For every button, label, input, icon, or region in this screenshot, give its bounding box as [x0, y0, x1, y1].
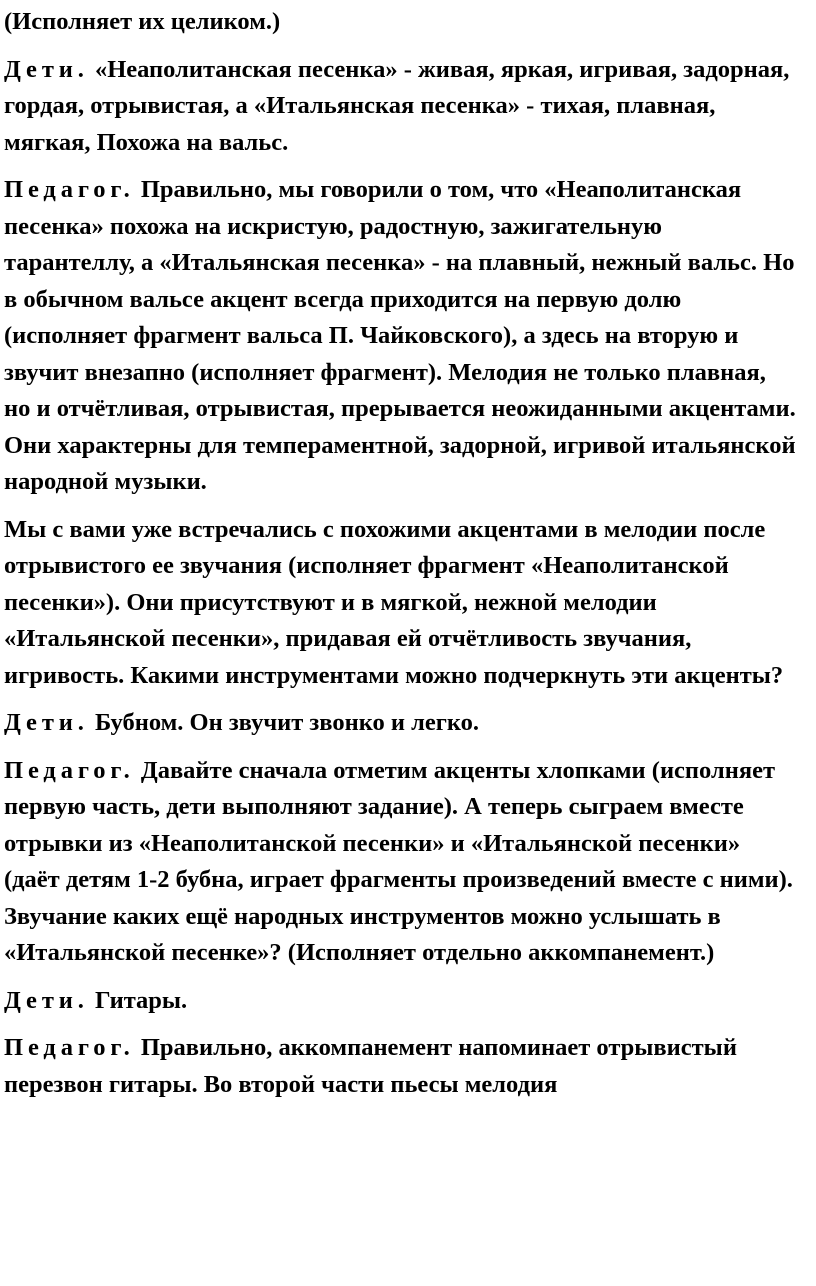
speaker-label: Дети. [4, 55, 89, 83]
speaker-label: Педагог. [4, 756, 135, 784]
paragraph-text: (Исполняет их целиком.) [4, 8, 281, 35]
paragraph-3 [4, 172, 796, 501]
paragraph-7 [4, 983, 796, 1020]
paragraph-text: Бубном. Он звучит звонко и легко. [94, 709, 480, 736]
paragraph-text: Правильно, аккомпанемент напоминает отрывистый перезвон гитары. Во второй части пьесы мелодия [4, 1034, 737, 1098]
paragraph-4 [4, 512, 796, 695]
speaker-label: Дети. [4, 986, 89, 1014]
paragraph-2 [4, 52, 796, 162]
paragraph-8 [4, 1030, 796, 1103]
paragraph-6 [4, 753, 796, 972]
paragraph-text: «Неаполитанская песенка» - живая, яркая, игривая, задорная, гордая, отрывистая, а «Итальянская песенка» - тихая, плавная, мягкая, Похожа на вальс. [4, 55, 790, 156]
speaker-label: Педагог. [4, 176, 135, 203]
paragraph-text: Правильно, мы говорили о том, что «Неаполитанская песенка» похожа на искристую, радостную, зажигательную тарантеллу, а «Итальянская песенка» - на плавный, нежный вальс. Но в обычном вальсе акцент всегда приходится на первую долю (исполняет фрагмент вальса П. Чайковского), а здесь на вторую и звучит внезапно (исполняет фрагмент). Мелодия не только плавная, но и отчётливая, отрывистая, прерывается неожиданными акцентами. Они характерны для темпераментной, задорной, игривой итальянской народной музыки. [4, 176, 796, 495]
paragraph-text: Мы с вами уже встречались с похожими акцентами в мелодии после отрывистого ее звучания (исполняет фрагмент «Неаполитанской песенки»). Они присутствуют и в мягкой, нежной мелодии «Итальянской песенки», придавая ей отчётливость звучания, игривость. Какими инструментами можно подчеркнуть эти акценты? [4, 515, 784, 689]
paragraph-text: Давайте сначала отметим акценты хлопками (исполняет первую часть, дети выполняют задание). А теперь сыграем вместе отрывки из «Неаполитанской песенки» и «Итальянской песенки» (даёт детям 1-2 бубна, играет фрагменты произведений вместе с ними). Звучание каких ещё народных инструментов можно услышать в «Итальянской песенке»? (Исполняет отдельно аккомпанемент.) [4, 756, 793, 966]
speaker-label: Педагог. [4, 1034, 135, 1061]
paragraph-5 [4, 705, 796, 742]
paragraph-text: Гитары. [94, 986, 188, 1014]
paragraph-1 [4, 4, 796, 41]
speaker-label: Дети. [4, 709, 89, 736]
